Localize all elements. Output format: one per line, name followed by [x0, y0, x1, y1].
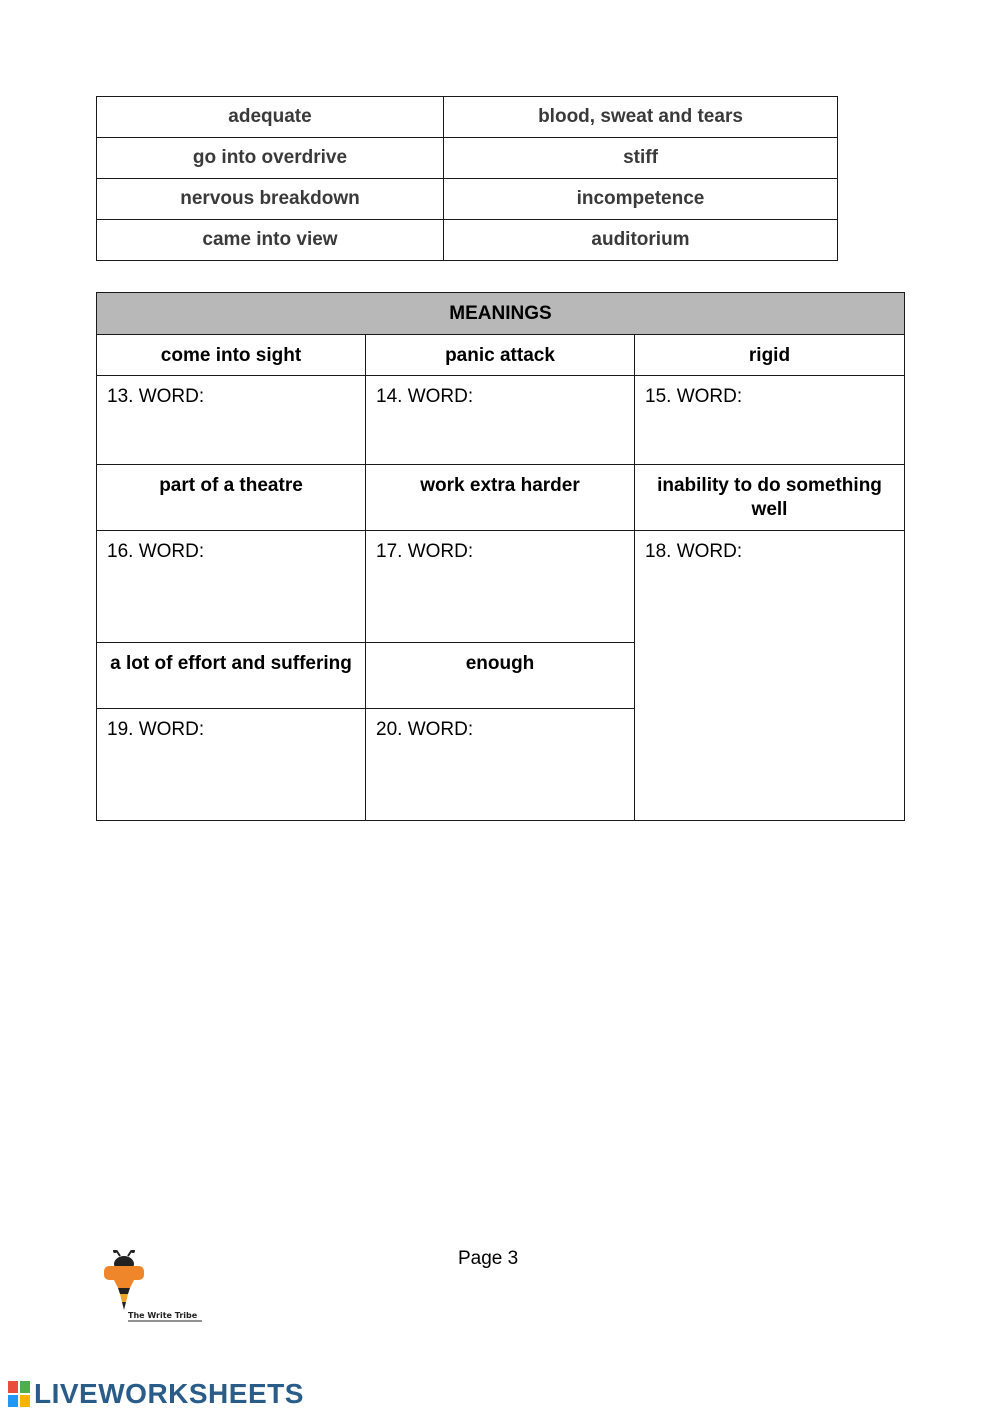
meaning-cell: a lot of effort and suffering — [97, 643, 366, 709]
page-number: Page 3 — [458, 1248, 519, 1269]
answer-cell-19 — [97, 709, 366, 821]
meaning-cell: panic attack — [366, 335, 635, 376]
answer-input-16[interactable] — [107, 567, 348, 591]
answer-label: 16. WORD: — [107, 541, 205, 562]
answer-label: 13. WORD: — [107, 386, 205, 407]
answer-input-17[interactable] — [376, 567, 617, 591]
answer-label: 14. WORD: — [376, 386, 474, 407]
answer-label: 20. WORD: — [376, 719, 474, 740]
liveworksheets-brand[interactable] — [8, 1378, 304, 1410]
answer-input-19[interactable] — [107, 745, 348, 769]
liveworksheets-icon — [8, 1381, 30, 1407]
word-bank-cell: came into view — [97, 220, 444, 261]
meaning-cell: rigid — [635, 335, 905, 376]
answer-cell-13 — [97, 376, 366, 465]
logo-text: The Write Tribe — [128, 1311, 198, 1320]
word-bank-row — [97, 179, 838, 220]
meaning-cell: part of a theatre — [97, 465, 366, 531]
answer-label: 17. WORD: — [376, 541, 474, 562]
answer-input-13[interactable] — [107, 412, 348, 436]
meaning-cell: come into sight — [97, 335, 366, 376]
word-bank-cell: nervous breakdown — [97, 179, 444, 220]
answer-input-15[interactable] — [645, 412, 887, 436]
word-bank-cell: incompetence — [444, 179, 838, 220]
word-bank-cell: stiff — [444, 138, 838, 179]
liveworksheets-label: LIVEWORKSHEETS — [34, 1378, 304, 1409]
answer-cell-18 — [635, 531, 905, 821]
answer-label: 18. WORD: — [645, 541, 743, 562]
answer-cell-20 — [366, 709, 635, 821]
meaning-cell: enough — [366, 643, 635, 709]
answer-input-14[interactable] — [376, 412, 617, 436]
word-bank-cell: auditorium — [444, 220, 838, 261]
meaning-cell: inability to do something well — [635, 465, 905, 531]
meaning-cell: work extra harder — [366, 465, 635, 531]
word-bank-row — [97, 97, 838, 138]
write-tribe-logo — [100, 1250, 210, 1330]
answer-cell-15 — [635, 376, 905, 465]
word-bank-row — [97, 220, 838, 261]
word-bank-table — [96, 96, 838, 261]
word-bank-cell: go into overdrive — [97, 138, 444, 179]
answer-input-20[interactable] — [376, 745, 617, 769]
answer-cell-14 — [366, 376, 635, 465]
meanings-table — [96, 292, 905, 821]
word-bank-cell: blood, sweat and tears — [444, 97, 838, 138]
answer-cell-17 — [366, 531, 635, 643]
answer-cell-16 — [97, 531, 366, 643]
word-bank-cell: adequate — [97, 97, 444, 138]
word-bank-row — [97, 138, 838, 179]
answer-label: 15. WORD: — [645, 386, 743, 407]
answer-input-18[interactable] — [645, 567, 887, 591]
meanings-header: MEANINGS — [97, 293, 905, 335]
answer-label: 19. WORD: — [107, 719, 205, 740]
